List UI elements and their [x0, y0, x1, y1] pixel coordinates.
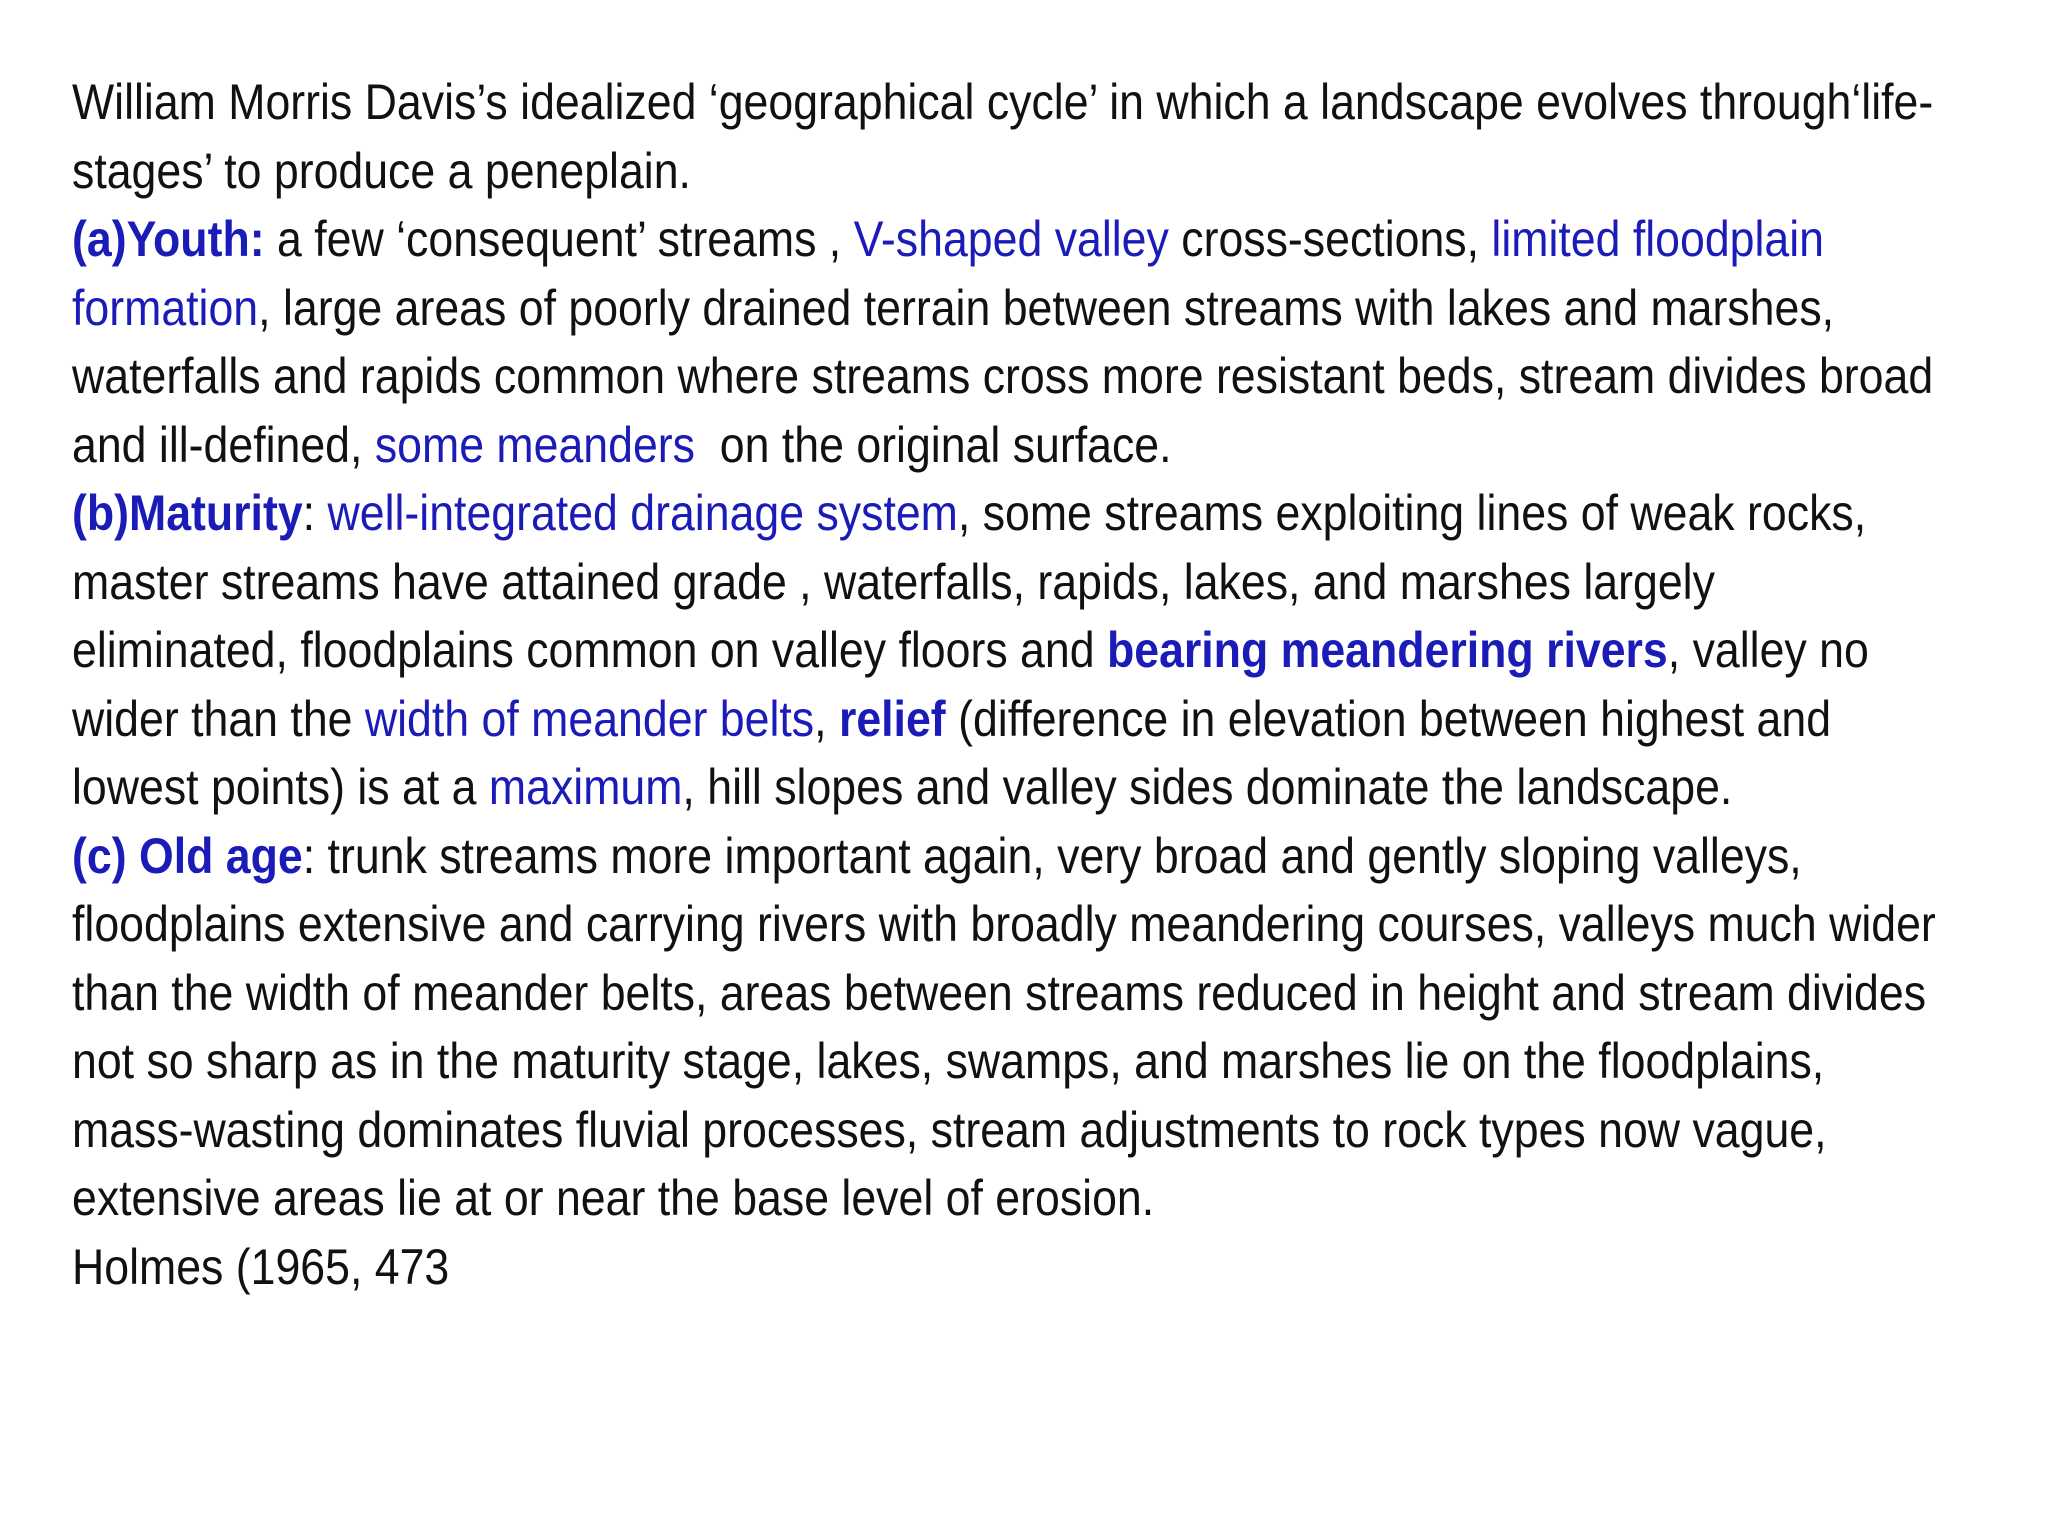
- youth-line-2: [72, 274, 1835, 343]
- maturity-highlight: relief: [838, 690, 946, 747]
- youth-highlight: limited floodplain: [1491, 211, 1825, 267]
- youth-text: , large areas of poorly drained terrain between streams with lakes and marshes,: [258, 279, 1835, 336]
- maturity-text: lowest points) is at a: [72, 759, 489, 815]
- maturity-highlight: maximum: [488, 759, 683, 815]
- intro-line-1: William Morris Davis’s idealized ‘geographical cycle’ in which a landscape evolves through‘life-: [72, 74, 1934, 130]
- intro-line-2: stages’ to produce a peneplain.: [72, 142, 691, 199]
- old-age-line-6: extensive areas lie at or near the base level of erosion.: [72, 1170, 1155, 1226]
- youth-line-1: [72, 205, 1825, 274]
- youth-highlight: ormation: [84, 279, 259, 336]
- maturity-text: , valley no: [1667, 622, 1869, 678]
- maturity-highlight: well-integrated drainage system: [327, 485, 958, 541]
- old-age-line-5: mass-wasting dominates fluvial processes, stream adjustments to rock types now vague,: [72, 1101, 1827, 1158]
- maturity-text: , hill slopes and valley sides dominate the landscape.: [682, 759, 1733, 815]
- old-age-line-2: floodplains extensive and carrying rivers with broadly meandering courses, valleys much wider: [72, 896, 1936, 952]
- maturity-line-3: [72, 616, 1869, 685]
- maturity-line-2: master streams have attained grade , waterfalls, rapids, lakes, and marshes largely: [72, 553, 1715, 610]
- slide-text-body: [72, 68, 1936, 1301]
- intro-paragraph: [72, 68, 1934, 205]
- youth-text: on the original surface.: [694, 416, 1172, 473]
- maturity-text: wider than the: [72, 690, 365, 747]
- old-age-line-4: not so sharp as in the maturity stage, lakes, swamps, and marshes lie on the floodplains,: [72, 1033, 1825, 1089]
- maturity-line-5: [72, 753, 1822, 822]
- maturity-text: :: [302, 485, 328, 541]
- youth-text: and ill-defined,: [72, 416, 375, 473]
- youth-highlight: V-shaped valley: [853, 211, 1169, 267]
- maturity-highlight: width of meander belts: [364, 690, 815, 747]
- maturity-paragraph: [72, 479, 1869, 822]
- maturity-line-4: [72, 685, 1832, 754]
- youth-heading: (a)Youth:: [72, 211, 265, 267]
- old-age-heading: (c) Old age: [72, 827, 303, 884]
- maturity-heading: (b)Maturity: [72, 485, 303, 541]
- youth-highlight: some meanders: [374, 416, 695, 473]
- youth-line-3: waterfalls and rapids common where streams cross more resistant beds, stream divides broad: [72, 348, 1934, 404]
- old-age-paragraph: [72, 822, 1936, 1233]
- maturity-text: (difference in elevation between highest and: [945, 690, 1832, 747]
- youth-text: f: [72, 279, 85, 336]
- maturity-line-1: [72, 479, 1867, 548]
- maturity-text: eliminated, floodplains common on valley floors and: [72, 622, 1107, 678]
- maturity-text: ,: [814, 690, 839, 747]
- youth-text: a few ‘consequent’ streams ,: [264, 211, 854, 267]
- maturity-highlight: bearing meandering rivers: [1106, 622, 1668, 678]
- youth-line-4: [72, 411, 1822, 480]
- old-age-line-1: [72, 822, 1822, 891]
- citation: Holmes (1965, 473: [72, 1238, 450, 1295]
- maturity-text: , some streams exploiting lines of weak rocks,: [957, 485, 1867, 541]
- youth-text: cross-sections,: [1168, 211, 1492, 267]
- old-age-line-3: than the width of meander belts, areas between streams reduced in height and stream divides: [72, 964, 1927, 1021]
- youth-paragraph: [72, 205, 1934, 479]
- old-age-text: : trunk streams more important again, very broad and gently sloping valleys,: [302, 827, 1802, 884]
